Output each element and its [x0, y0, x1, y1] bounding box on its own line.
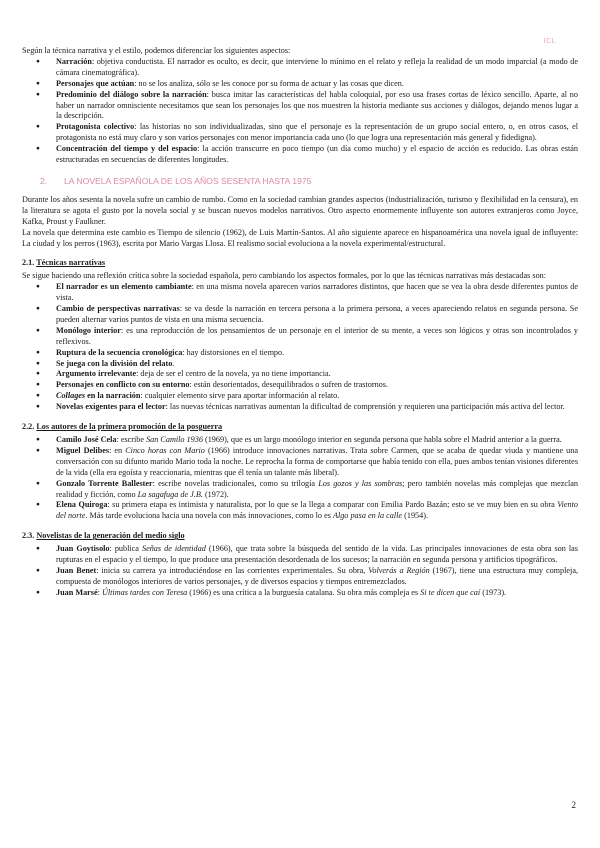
- list-item: ● Argumento irrelevante: deja de ser el centro de la novela, ya no tiene importancia.: [56, 369, 578, 380]
- intro-paragraph: Según la técnica narrativa y el estilo, podemos diferenciar los siguientes aspectos:: [22, 46, 291, 55]
- intro-list: [22, 57, 578, 166]
- authors-list-2-3: [22, 544, 578, 599]
- subsection-heading-2-1: 2.1. Técnicas narrativas: [22, 258, 106, 268]
- section-number: 2.: [40, 175, 48, 186]
- list-item: ● Cambio de perspectivas narrativas: se va desde la narración en tercera persona a la primera persona, a veces apareciendo relatos en segunda persona. Se pueden alternar varios puntos de vista en una misma secuencia.: [56, 304, 578, 326]
- list-item: ● Camilo José Cela: escribe San Camilo 1936 (1969), que es un largo monólogo interior en segunda persona que habla sobre el Madrid anterior a la guerra.: [56, 435, 578, 446]
- list-item: ● Miguel Delibes: en Cinco horas con Mario (1966) introduce innovaciones narrativas. Trata sobre Carmen, que se acaba de quedar viuda y mantiene una conversación con su difunto marido Mario toda la noche. Le reprocha la forma de comportarse que había tenido con ella, pues ambos tenían visiones diferentes de la vida (ella era egoísta y reaccionaria, mientras que él tenía un talante más liberal).: [56, 446, 578, 479]
- subsection-heading-2-2: 2.2. Los autores de la primera promoción de la posguerra: [22, 422, 223, 432]
- list-item: ● Elena Quiroga: su primera etapa es intimista y naturalista, por lo que se la llega a comparar con Emilia Pardo Bazán; esto se ve muy bien en su obra Viento del norte. Más tarde evoluciona hacia una novela con más innovaciones, como lo es Algo pasa en la calle (1954).: [56, 500, 578, 522]
- section-title: LA NOVELA ESPAÑOLA DE LOS AÑOS SESENTA HASTA 1975: [64, 175, 312, 186]
- document-body: [22, 46, 578, 599]
- list-item: ● Se juega con la división del relato.: [56, 359, 578, 370]
- list-item: ● Juan Goytisolo: publica Señas de identidad (1966), que trata sobre la búsqueda del sentido de la vida. Las principales innovaciones de esta obra son las rupturas en el espacio y el tiempo, lo que produce una presentación desordenada de los sucesos; la narración en segunda persona y artificios tipográficos.: [56, 544, 578, 566]
- subsection-2-1-text: Se sigue haciendo una reflexión crítica sobre la sociedad española, pero cambiando los aspectos formales, por lo que las técnicas narrativas más destacadas son:: [22, 271, 547, 281]
- paragraph-2: La novela que determina este cambio es Tiempo de silencio (1962), de Luis Martín-Santos. Al año siguiente aparece en hispanoamérica una novela igual de influyente: La ciudad y los perros (1963), escrita por Mario Vargas Llosa. El realismo social evoluciona a la novela experimental/estructural.: [22, 227, 578, 248]
- list-item: ● Gonzalo Torrente Ballester: escribe novelas tradicionales, como su trilogía Los gozos y las sombras; pero también novelas más complejas que mezclan realidad y ficción, como La sagafuga de J.B. (1972).: [56, 479, 578, 501]
- list-item: ● Personajes que actúan: no se los analiza, sólo se les conoce por su forma de actuar y las cosas que dicen.: [56, 79, 578, 90]
- list-item: ● Juan Marsé: Últimas tardes con Teresa (1966) es una crítica a la burguesía catalana. Su obra más compleja es Si te dicen que caí (1973).: [56, 588, 578, 599]
- subsection-heading-2-3: 2.3. Novelistas de la generación del medio siglo: [22, 531, 185, 541]
- list-item: ● Novelas exigentes para el lector: las nuevas técnicas narrativas aumentan la dificultad de comprensión y requieren una participación más activa del lector.: [56, 402, 578, 413]
- list-item: ● Ruptura de la secuencia cronológica: hay distorsiones en el tiempo.: [56, 348, 578, 359]
- header-initials: ICL: [543, 38, 556, 45]
- list-item: ● Predominio del diálogo sobre la narración: busca imitar las características del habla coloquial, por eso usa frases cortas de léxico sencillo. Aparte, al no haber un narrador omnisciente necesitamos que sean los personajes los que nos muestren la historia mediante sus acciones y diálogos, dejando menos lugar a la descripción.: [56, 90, 578, 123]
- paragraph-1: Durante los años sesenta la novela sufre un cambio de rumbo. Como en la sociedad cambian grandes aspectos (industrialización, turismo y flexibilidad en la censura), en la literatura se agota el gusto por la novela social y se buscan nuevos modelos narrativos. Otro aspecto enormemente influyente son autores extranjeros como Joyce, Kafka, Proust y Faulkner.: [22, 194, 578, 226]
- page-number: 2: [571, 800, 576, 810]
- list-item: ● Concentración del tiempo y del espacio: la acción transcurre en poco tiempo (un día como mucho) y el espacio de acción es reducido. Las obras están estructuradas en secuencias de diferentes longitudes.: [56, 144, 578, 166]
- list-item: ● Narración: objetiva conductista. El narrador es oculto, es decir, que interviene lo mínimo en el relato y refleja la realidad de un modo imparcial (a modo de cámara cinematográfica).: [56, 57, 578, 79]
- techniques-list: [22, 282, 578, 413]
- list-item: ● Personajes en conflicto con su entorno: están desorientados, desequilibrados o sufren de trastornos.: [56, 380, 578, 391]
- list-item: ● Monólogo interior: es una reproducción de los pensamientos de un personaje en el interior de su mente, a veces son lógicos y otras son incontrolados y reflexivos.: [56, 326, 578, 348]
- authors-list-2-2: [22, 435, 578, 522]
- list-item: ● Collages en la narración: cualquier elemento sirve para aportar información al relato.: [56, 391, 578, 402]
- list-item: ● El narrador es un elemento cambiante: en una misma novela aparecen varios narradores distintos, que hacen que se vea la obra desde diferentes puntos de vista.: [56, 282, 578, 304]
- list-item: ● Juan Benet: inicia su carrera ya introduciéndose en las corrientes experimentales. Su obra, Volverás a Región (1967), tiene una estructura muy compleja, compuesta de monólogos interiores de varios personajes, y de diversos espacios y tiempos entremezclados.: [56, 566, 578, 588]
- list-item: ● Protagonista colectivo: las historias no son individualizadas, sino que el personaje es la representación de un grupo social entero, o, en otros casos, el protagonista no está muy claro y son varios personajes con menor importancia cada uno (lo que logra una representación más general y fidedigna).: [56, 122, 578, 144]
- section-heading: [22, 176, 578, 187]
